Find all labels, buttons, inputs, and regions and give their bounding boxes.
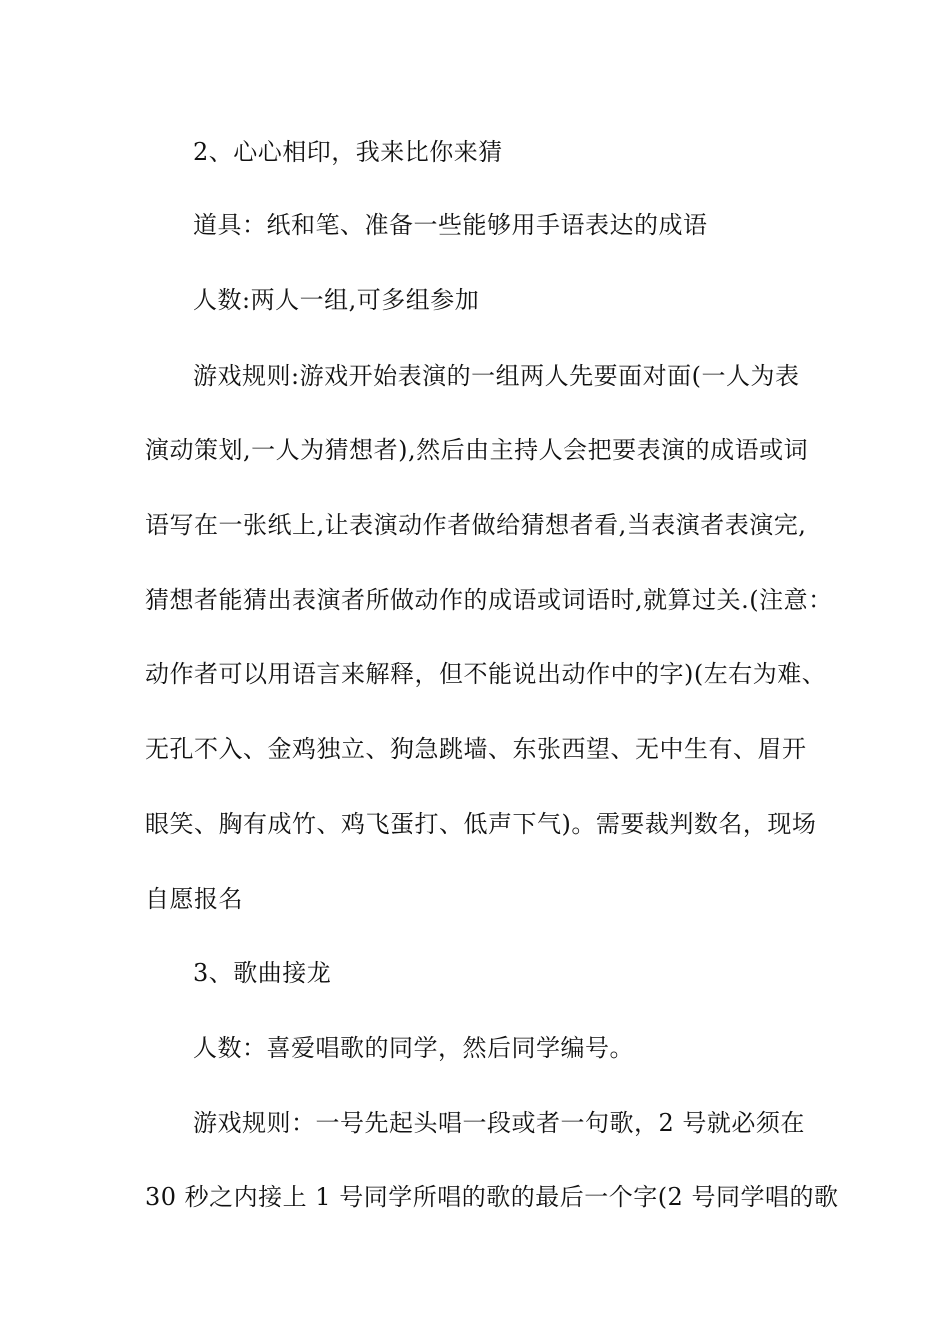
rules-paragraph-line: 30 秒之内接上 1 号同学所唱的歌的最后一个字(2 号同学唱的歌 bbox=[145, 1183, 839, 1211]
players-line: 人数:两人一组,可多组参加 bbox=[193, 286, 480, 314]
rules-paragraph-line: 猜想者能猜出表演者所做动作的成语或词语时,就算过关.(注意： bbox=[145, 586, 833, 614]
rules-paragraph-line: 演动策划,一人为猜想者),然后由主持人会把要表演的成语或词 bbox=[145, 436, 809, 464]
rules-paragraph-line: 游戏规则:游戏开始表演的一组两人先要面对面(一人为表 bbox=[193, 362, 800, 390]
rules-paragraph-line: 游戏规则：一号先起头唱一段或者一句歌，2 号就必须在 bbox=[193, 1109, 805, 1137]
rules-paragraph-line: 无孔不入、金鸡独立、狗急跳墙、东张西望、无中生有、眉开 bbox=[145, 735, 807, 763]
rules-paragraph-line: 自愿报名 bbox=[145, 885, 243, 913]
section-heading-3: 3、歌曲接龙 bbox=[193, 959, 332, 987]
rules-paragraph-line: 动作者可以用语言来解释，但不能说出动作中的字)(左右为难、 bbox=[145, 660, 827, 688]
props-line: 道具：纸和笔、准备一些能够用手语表达的成语 bbox=[193, 211, 708, 239]
section-heading-2: 2、心心相印，我来比你来猜 bbox=[193, 138, 503, 166]
rules-paragraph-line: 眼笑、胸有成竹、鸡飞蛋打、低声下气)。需要裁判数名，现场 bbox=[145, 810, 817, 838]
players-line: 人数：喜爱唱歌的同学，然后同学编号。 bbox=[193, 1034, 634, 1062]
rules-paragraph-line: 语写在一张纸上,让表演动作者做给猜想者看,当表演者表演完, bbox=[145, 511, 807, 539]
